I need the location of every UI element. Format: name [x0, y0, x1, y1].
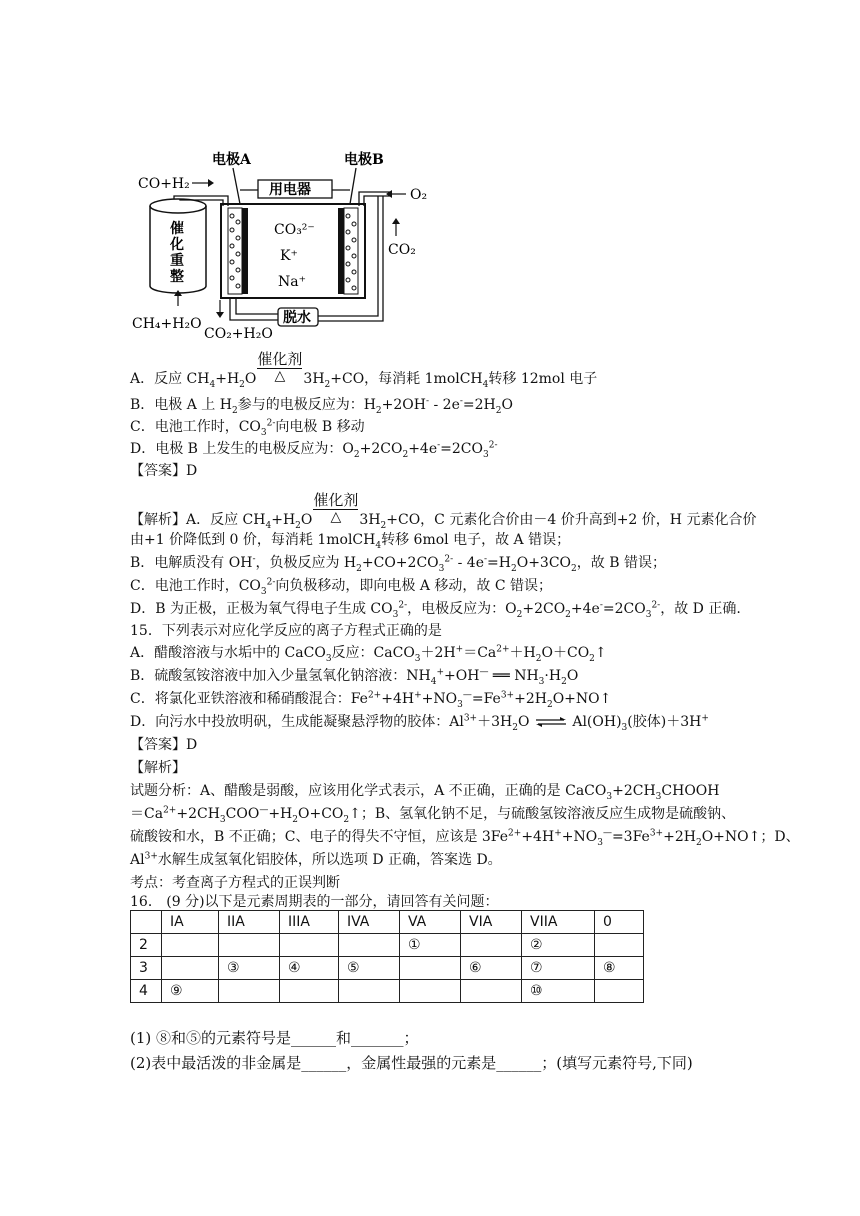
- co2-label: CO₂: [388, 242, 416, 258]
- table-cell: [400, 957, 461, 980]
- q14-explanation-line-3: B．电解质没有 OH-，负极反应为 $H_2+CO+2CO_3^{2-} - 4e^-=H_2O+3CO_2$，故 B 错误；: [130, 554, 666, 574]
- reformer-char-2: 化: [170, 237, 184, 253]
- table-cell: ⑧: [595, 957, 644, 980]
- reformer-char-4: 整: [170, 269, 184, 285]
- q14-explanation-line-1: 【解析】A．反应 $CH_4+H_2O$ 催化剂 △ $3H_2+CO$，C 元素化合价由－4 价升高到+2 价，H 元素化合价: [130, 491, 757, 531]
- dehydrate-label: 脱水: [283, 310, 311, 326]
- table-cell: [280, 934, 339, 957]
- ion-sodium: Na⁺: [278, 274, 306, 290]
- table-cell: ②: [522, 934, 595, 957]
- table-row: [131, 957, 644, 980]
- q15-option-c: C．将氯化亚铁溶液和稀硝酸混合：$Fe^{2+}+4H^++NO_3^—=Fe^{3+}+2H_2O+NO↑$: [130, 690, 612, 710]
- table-cell: [461, 980, 522, 1003]
- table-row: [131, 934, 644, 957]
- table-row: [131, 911, 644, 934]
- input-ch4-h2o: CH₄+H₂O: [132, 316, 202, 332]
- table-cell: [219, 980, 280, 1003]
- table-cell: [400, 980, 461, 1003]
- q15-analysis-line-4: $Al^{3+}$水解生成氢氧化铝胶体，所以选项 D 正确，答案选 D。: [130, 851, 502, 868]
- q15-exam-point: 考点：考查离子方程式的正误判断: [130, 875, 340, 891]
- table-cell: ⑦: [522, 957, 595, 980]
- input-co-h2: CO+H₂: [138, 176, 190, 192]
- table-cell: [162, 934, 219, 957]
- q15-option-a: A．醋酸溶液与水垢中的 CaCO$_3$反应：$CaCO_3+2H^+=Ca^{2+}+H_2O+CO_2↑$: [130, 644, 607, 664]
- table-cell: IA: [162, 911, 219, 934]
- electrode-a-label: 电极A: [212, 152, 251, 168]
- electrode-b-label: 电极B: [344, 152, 384, 168]
- q15-title: 15．下列表示对应化学反应的离子方程式正确的是: [130, 623, 442, 639]
- table-cell: VIIA: [522, 911, 595, 934]
- table-cell: ③: [219, 957, 280, 980]
- q14-explanation-line-2: 由+1 价降低到 0 价，每消耗 1molCH$_4$转移 6mol 电子，故 A 错误；: [130, 532, 571, 551]
- table-cell: ④: [280, 957, 339, 980]
- reformer-char-3: 重: [170, 253, 184, 269]
- periodic-table-fragment: [130, 910, 644, 1003]
- q15-analysis-line-2: $=Ca^{2+}+2CH_3COO^—+H_2O+CO_2↑$；B、氢氧化钠不足，与硫酸氢铵溶液反应生成物是硫酸钠、: [130, 805, 736, 825]
- catalyst-condition-2: 催化剂 △: [313, 491, 359, 525]
- table-cell: IIIA: [280, 911, 339, 934]
- q14-option-b: B．电极 A 上 $H_2$参与的电极反应为：$H_2+2OH^- - 2e^-=2H_2O$: [130, 396, 513, 416]
- table-cell: ⑤: [339, 957, 400, 980]
- q15-analysis-heading: 【解析】: [130, 760, 186, 776]
- q16-title: 16． (9 分)以下是元素周期表的一部分，请回答有关问题：: [130, 894, 499, 910]
- table-cell: IVA: [339, 911, 400, 934]
- table-cell: [280, 980, 339, 1003]
- reformer-char-1: 催: [170, 221, 184, 237]
- table-cell: [461, 934, 522, 957]
- table-cell: [595, 980, 644, 1003]
- q15-answer: 【答案】D: [130, 737, 198, 753]
- table-cell: ⑨: [162, 980, 219, 1003]
- table-row: [131, 980, 644, 1003]
- table-cell: 2: [131, 934, 162, 957]
- output-co2-h2o: CO₂+H₂O: [204, 326, 273, 342]
- fuel-cell-diagram: [128, 146, 448, 346]
- appliance-label: 用电器: [269, 182, 311, 198]
- q14-option-a: A．反应 $CH_4+H_2O$ 催化剂 △ $3H_2+CO$，每消耗 1molCH$_4$转移 12mol 电子: [130, 350, 598, 390]
- q15-analysis-line-3: 硫酸铵和水，B 不正确；C、电子的得失不守恒，应该是 $3Fe^{2+}+4H^++NO_3^—=3Fe^{3+}+2H_2O+NO↑$；D、: [130, 828, 800, 848]
- q14-explanation-line-4: C．电池工作时，$CO_3^{2-}$向负极移动，即向电极 A 移动，故 C 错误；: [130, 577, 553, 597]
- q14-answer: 【答案】D: [130, 463, 198, 479]
- table-cell: 4: [131, 980, 162, 1003]
- table-cell: [162, 957, 219, 980]
- q15-analysis-line-1: 试题分析：A、醋酸是弱酸，应该用化学式表示，A 不正确，正确的是 $CaCO_3+2CH_3CHOOH$: [130, 783, 720, 802]
- table-cell: 0: [595, 911, 644, 934]
- q16-part-2: (2)表中最活泼的非金属是______，金属性最强的元素是______；(填写元素符号,下同): [130, 1054, 693, 1072]
- q15-option-d: D．向污水中投放明矾，生成能凝聚悬浮物的胶体：$Al^{3+}+3H_2O$ $Al(OH)_3$(胶体)＋3H+: [130, 713, 709, 733]
- table-cell: [131, 911, 162, 934]
- table-cell: ⑥: [461, 957, 522, 980]
- table-cell: VA: [400, 911, 461, 934]
- table-cell: IIA: [219, 911, 280, 934]
- table-cell: ⑩: [522, 980, 595, 1003]
- table-cell: [219, 934, 280, 957]
- table-cell: VIA: [461, 911, 522, 934]
- table-cell: 3: [131, 957, 162, 980]
- input-o2: O₂: [410, 187, 428, 203]
- q14-option-d: D．电极 B 上发生的电极反应为：$O_2+2CO_2+4e^-=2CO_3^{2-}$: [130, 440, 498, 460]
- q14-option-c: C．电池工作时，$CO_3^{2-}$向电极 B 移动: [130, 418, 365, 438]
- table-cell: [339, 980, 400, 1003]
- table-cell: [339, 934, 400, 957]
- equilibrium-arrow-icon: [534, 716, 568, 728]
- ion-carbonate: CO₃²⁻: [274, 222, 315, 238]
- ion-potassium: K⁺: [280, 248, 298, 264]
- table-cell: ①: [400, 934, 461, 957]
- q16-part-1: (1) ⑧和⑤的元素符号是______和_______；: [130, 1029, 419, 1047]
- q14-explanation-line-5: D．B 为正极，正极为氧气得电子生成 $CO_3^{2-}$，电极反应为：$O_2+2CO_2+4e^-=2CO_3^{2-}$，故 D 正确.: [130, 600, 741, 620]
- table-cell: [595, 934, 644, 957]
- catalyst-condition: 催化剂 △: [257, 350, 303, 384]
- q15-option-b: B．硫酸氢铵溶液中加入少量氢氧化钠溶液：$NH_4^++OH^—$ ══ $NH_3\cdot H_2O$: [130, 667, 579, 687]
